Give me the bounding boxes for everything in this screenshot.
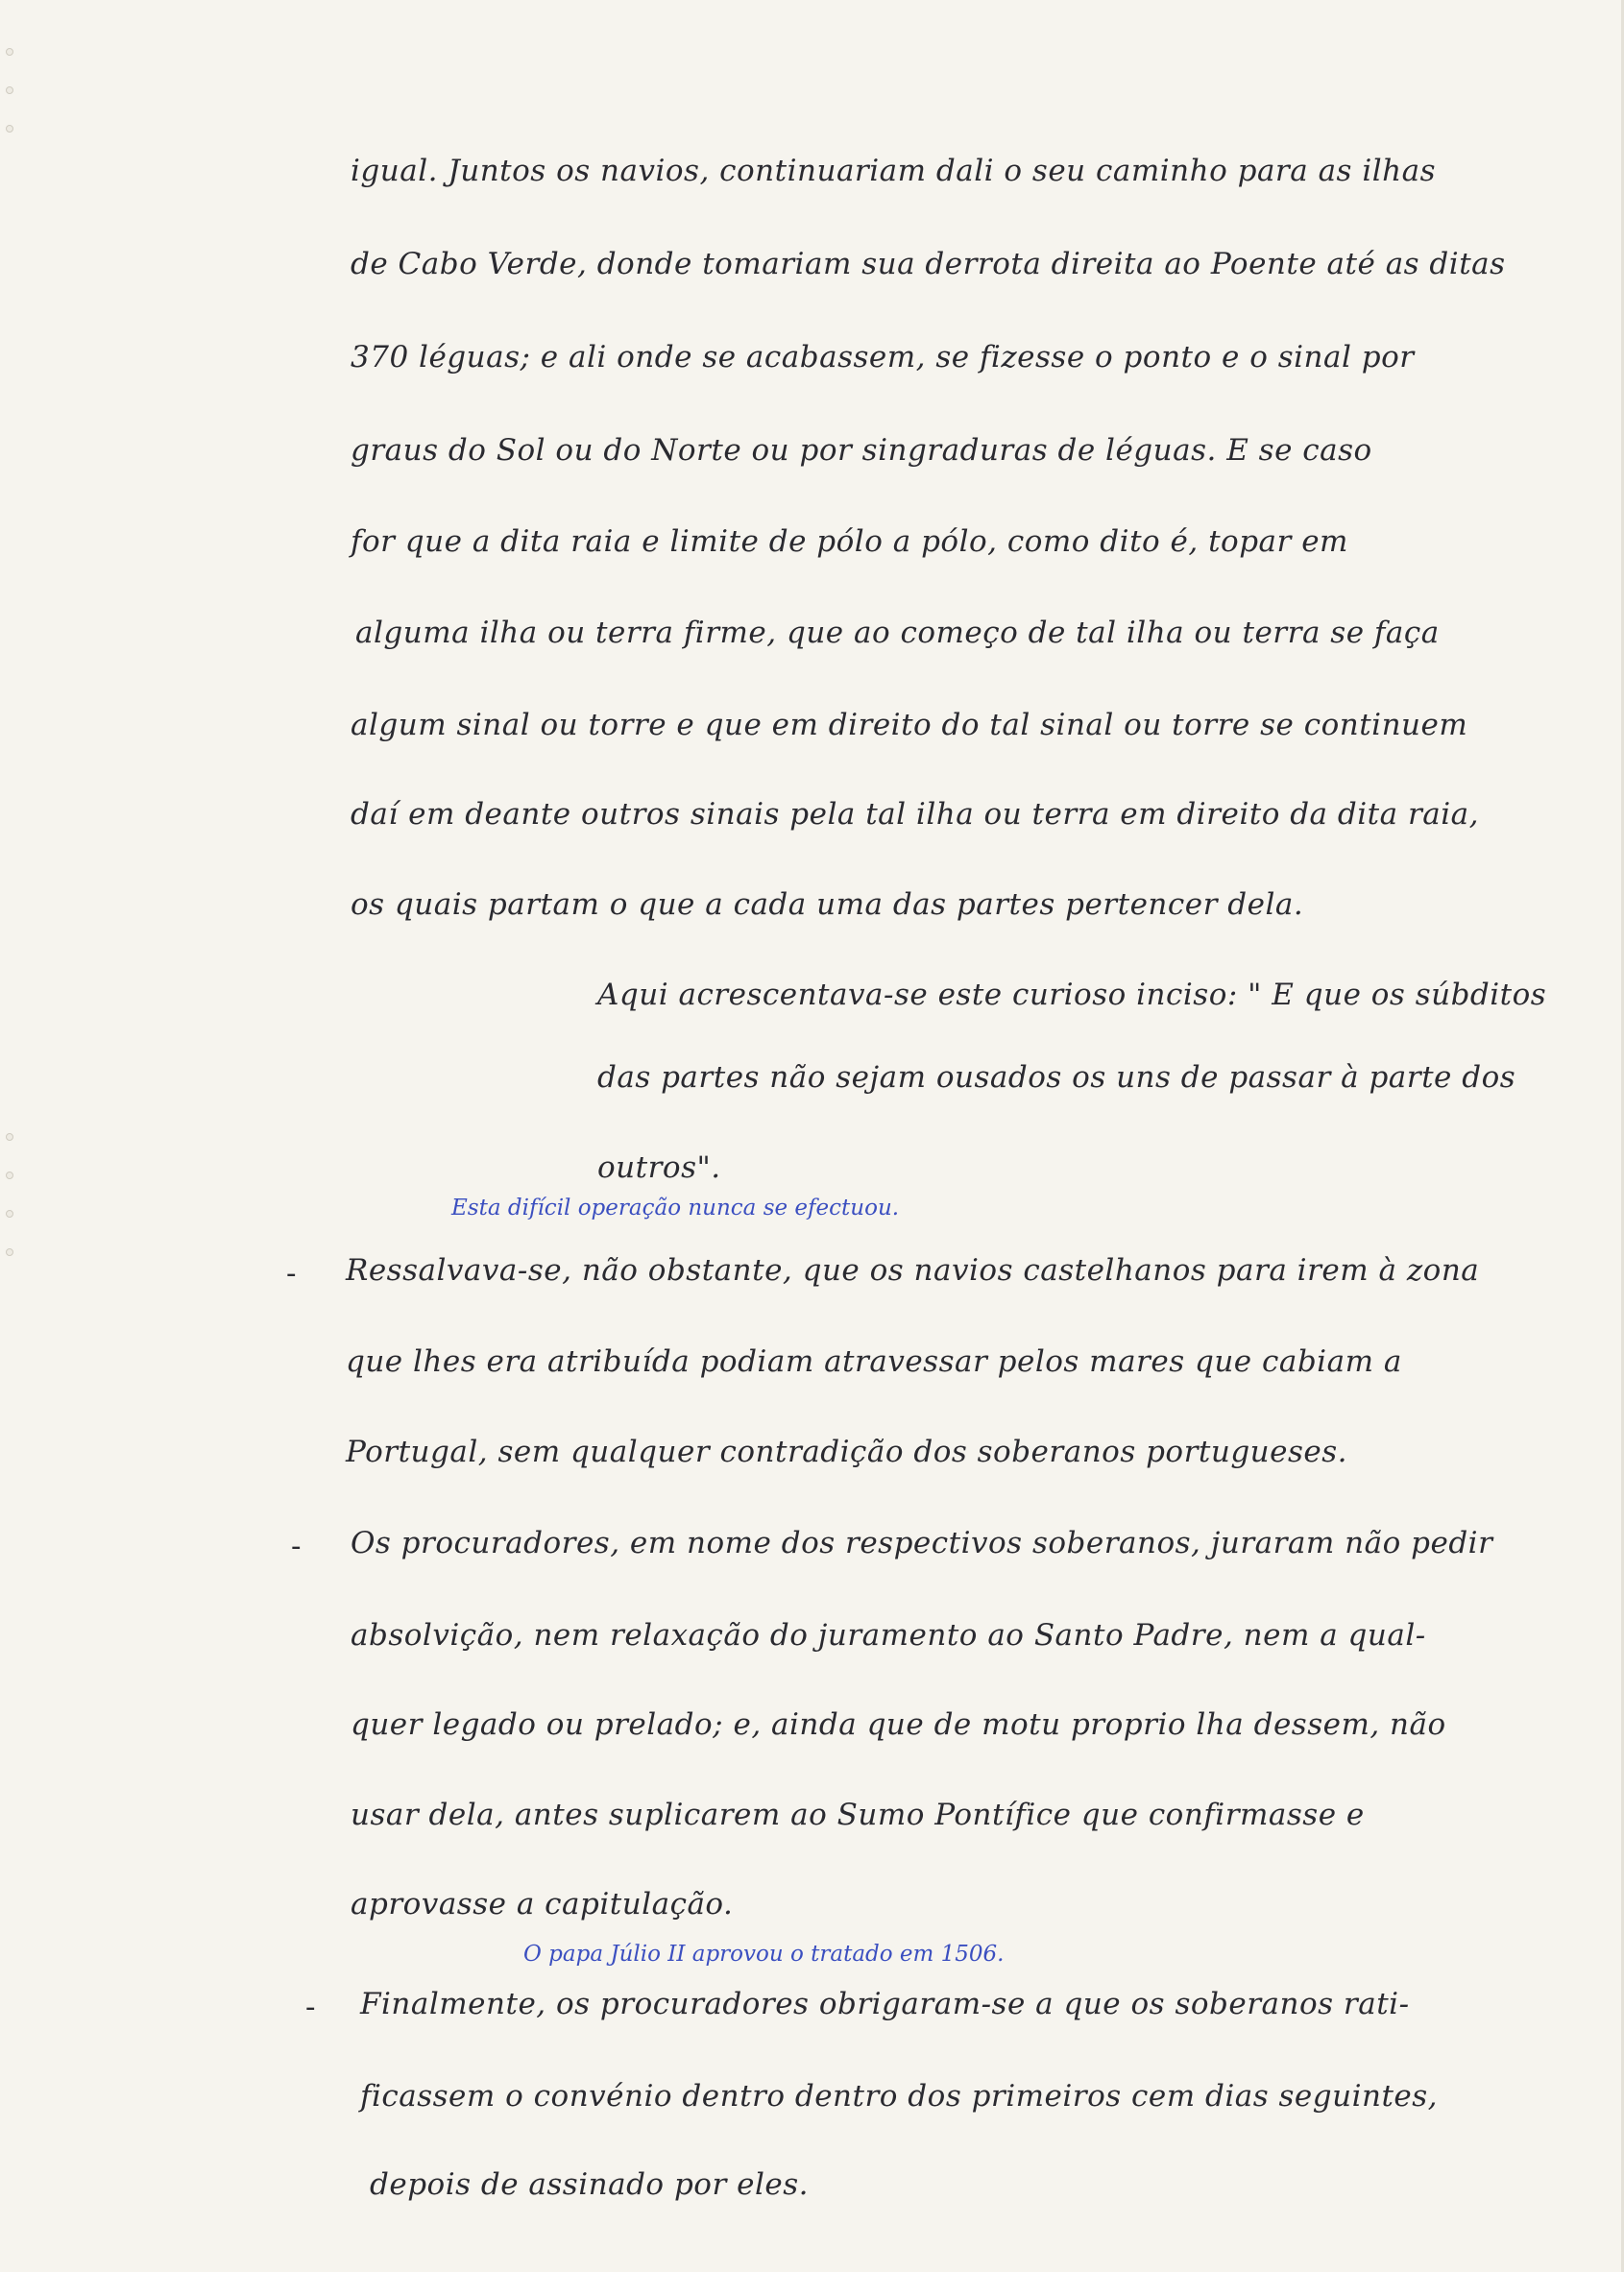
annotation-note: Esta difícil operação nunca se efectuou. <box>451 1196 900 1221</box>
text-line: daí em deante outros sinais pela tal ilha ou terra em direito da dita raia, <box>351 797 1479 832</box>
punch-hole <box>6 125 13 133</box>
list-item-line: depois de assinado por eles. <box>370 2167 809 2202</box>
text-line: alguma ilha ou terra firme, que ao começo de tal ilha ou terra se faça <box>355 616 1440 650</box>
list-marker: - <box>291 1529 302 1563</box>
punch-hole <box>6 48 13 56</box>
list-item-line: usar dela, antes suplicarem ao Sumo Pontífice que confirmasse e <box>351 1798 1365 1832</box>
quote-line: das partes não sejam ousados os uns de passar à parte dos <box>597 1060 1516 1095</box>
text-line: os quais partam o que a cada uma das partes pertencer dela. <box>351 887 1304 922</box>
list-marker: - <box>305 1990 316 2024</box>
quote-line: Aqui acrescentava-se este curioso inciso: " E que os súbditos <box>597 978 1547 1012</box>
punch-hole <box>6 1133 13 1141</box>
list-item-line: absolvição, nem relaxação do juramento ao Santo Padre, nem a qual- <box>351 1618 1426 1653</box>
text-line: for que a dita raia e limite de pólo a pólo, como dito é, topar em <box>351 524 1348 559</box>
list-item-line: ficassem o convénio dentro dentro dos primeiros cem dias seguintes, <box>360 2079 1439 2114</box>
list-marker: - <box>286 1256 297 1291</box>
text-line: graus do Sol ou do Norte ou por singraduras de léguas. E se caso <box>351 433 1372 468</box>
punch-holes <box>6 29 19 2237</box>
punch-hole <box>6 1172 13 1179</box>
list-item-line: aprovasse a capitulação. <box>351 1887 734 1922</box>
list-item-line: Ressalvava-se, não obstante, que os navios castelhanos para irem à zona <box>346 1253 1480 1288</box>
quote-line: outros". <box>597 1150 721 1185</box>
punch-hole <box>6 1210 13 1218</box>
text-line: de Cabo Verde, donde tomariam sua derrota direita ao Poente até as ditas <box>351 247 1506 281</box>
text-line: igual. Juntos os navios, continuariam dali o seu caminho para as ilhas <box>351 154 1437 188</box>
annotation-note: O papa Júlio II aprovou o tratado em 1506. <box>523 1942 1005 1967</box>
punch-hole <box>6 1248 13 1256</box>
punch-hole <box>6 86 13 94</box>
text-line: algum sinal ou torre e que em direito do tal sinal ou torre se continuem <box>351 708 1468 742</box>
text-line: 370 léguas; e ali onde se acabassem, se fizesse o ponto e o sinal por <box>351 340 1415 375</box>
list-item-line: quer legado ou prelado; e, ainda que de motu proprio lha dessem, não <box>351 1707 1446 1742</box>
list-item-line: Finalmente, os procuradores obrigaram-se a que os soberanos rati- <box>360 1987 1410 2021</box>
list-item-line: Os procuradores, em nome dos respectivos soberanos, juraram não pedir <box>351 1526 1493 1560</box>
list-item-line: que lhes era atribuída podiam atravessar pelos mares que cabiam a <box>346 1344 1402 1379</box>
list-item-line: Portugal, sem qualquer contradição dos soberanos portugueses. <box>346 1435 1348 1469</box>
